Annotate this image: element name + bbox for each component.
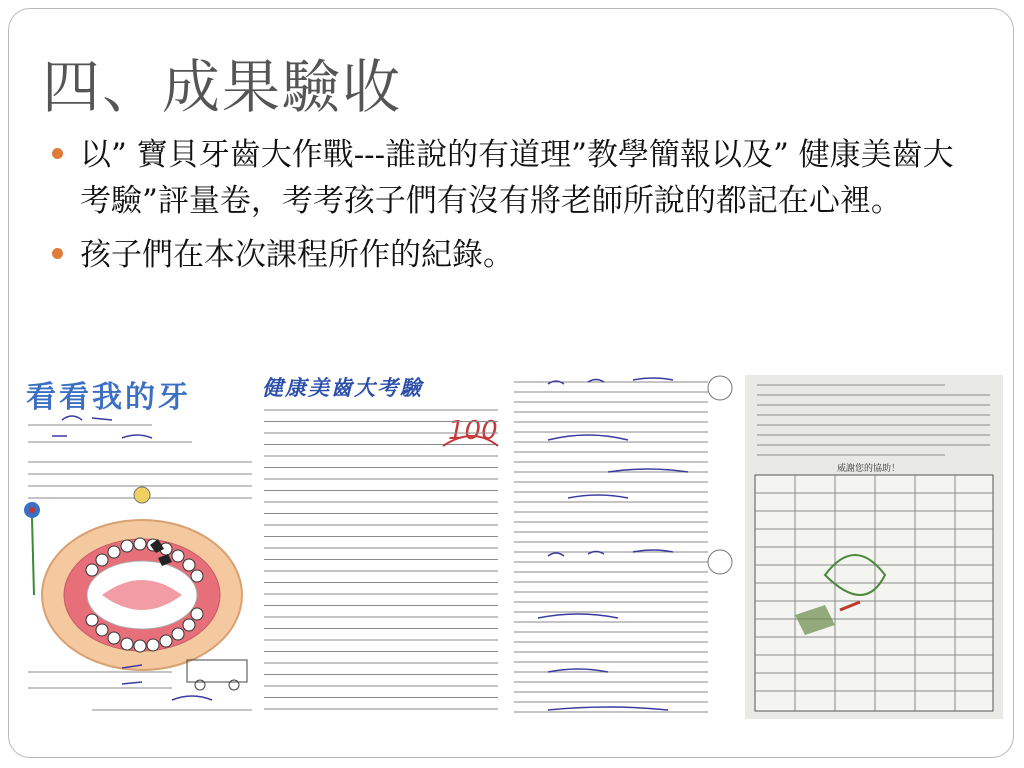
test-lines bbox=[258, 368, 504, 724]
bullet-text-2: 孩子們在本次課程所作的紀錄。 bbox=[80, 237, 514, 273]
teeth-drawing bbox=[22, 370, 258, 722]
feedback-table bbox=[745, 375, 1003, 719]
worksheet-heading-teeth: 看看我的牙 bbox=[26, 380, 191, 415]
worksheet-heading-test: 健康美齒大考驗 bbox=[262, 375, 423, 400]
bullet-item-1 bbox=[50, 132, 970, 224]
test-score: 100 bbox=[448, 416, 498, 446]
bullet-icon bbox=[52, 148, 63, 159]
answer-sheet-photo bbox=[508, 370, 744, 724]
bullet-icon bbox=[52, 248, 63, 259]
slide-title: 四、成果驗收 bbox=[42, 53, 403, 121]
bullet-item-2 bbox=[50, 232, 970, 278]
feedback-heading: 威謝您的協助！ bbox=[837, 464, 901, 474]
worksheet-photo-test bbox=[258, 368, 504, 724]
worksheet-photo-teeth bbox=[22, 370, 258, 722]
bullet-list bbox=[50, 132, 970, 286]
answer-sheet-lines bbox=[508, 370, 744, 724]
feedback-table-photo bbox=[745, 375, 1003, 719]
bullet-text-1: 以” 寶貝牙齒大作戰---誰說的有道理”教學簡報以及” 健康美齒大考驗”評量卷，考考孩子們有沒有將老師所說的都記在心裡。 bbox=[80, 137, 954, 219]
